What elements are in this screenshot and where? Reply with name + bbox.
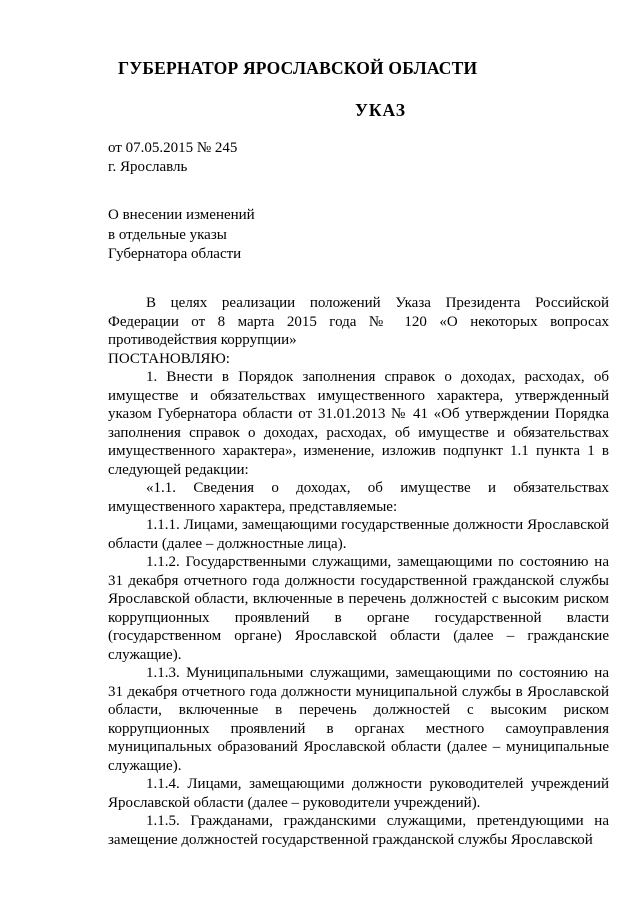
- clause-1-1-3: 1.1.3. Муниципальными служащими, замещающими по состоянию на 31 декабря отчетного года должности муниципальной службы в Ярославской области, включенные в перечень должностей с высоким риском коррупционных проявлений в органах местного самоуправления муниципальных образований Ярославской области (далее – муниципальные служащие).: [108, 665, 609, 774]
- date-and-number: от 07.05.2015 № 245: [108, 140, 238, 156]
- document-body: [108, 294, 609, 849]
- clause-1-1-5: 1.1.5. Гражданами, гражданскими служащими, претендующими на замещение должностей государственной гражданской службы Ярославской: [108, 813, 609, 848]
- decree-word: ПОСТАНОВЛЯЮ:: [108, 350, 230, 367]
- city: г. Ярославль: [108, 159, 188, 175]
- subject-line: в отдельные указы: [108, 226, 227, 243]
- clause-1: 1. Внести в Порядок заполнения справок о доходах, расходах, об имуществе и обязательствах имущественного характера, утвержденный указом Губернатора области от 31.01.2013 № 41 «Об утверждении Порядка заполнения справок о доходах, расходах, об имуществе и обязательствах имущественного характера», изменение, изложив подпункт 1.1 пункта 1 в следующей редакции:: [108, 369, 609, 478]
- clause-1-1: «1.1. Сведения о доходах, об имуществе и обязательствах имущественного характера, представляемые:: [108, 480, 609, 515]
- document-meta: [108, 139, 237, 177]
- clause-1-1-2: 1.1.2. Государственными служащими, замещающими по состоянию на 31 декабря отчетного года должности государственной гражданской службы Ярославской области, включенные в перечень должностей с высоким риском коррупционных проявлений в органе государственной власти (государственном органе) Ярославской области (далее – гражданские служащие).: [108, 554, 609, 663]
- issuing-authority-heading: ГУБЕРНАТОР ЯРОСЛАВСКОЙ ОБЛАСТИ: [118, 58, 478, 78]
- document-subject: [108, 206, 255, 265]
- clause-1-1-4: 1.1.4. Лицами, замещающими должности руководителей учреждений Ярославской области (далее – руководители учреждений).: [108, 776, 609, 811]
- preamble-paragraph: В целях реализации положений Указа Президента Российской Федерации от 8 марта 2015 года № 120 «О некоторых вопросах противодействия коррупции»: [108, 295, 609, 348]
- document-type-heading: УКАЗ: [355, 100, 406, 120]
- subject-line: Губернатора области: [108, 246, 242, 262]
- subject-line: О внесении изменений: [108, 207, 255, 223]
- clause-1-1-1: 1.1.1. Лицами, замещающими государственные должности Ярославской области (далее – должностные лица).: [108, 517, 609, 552]
